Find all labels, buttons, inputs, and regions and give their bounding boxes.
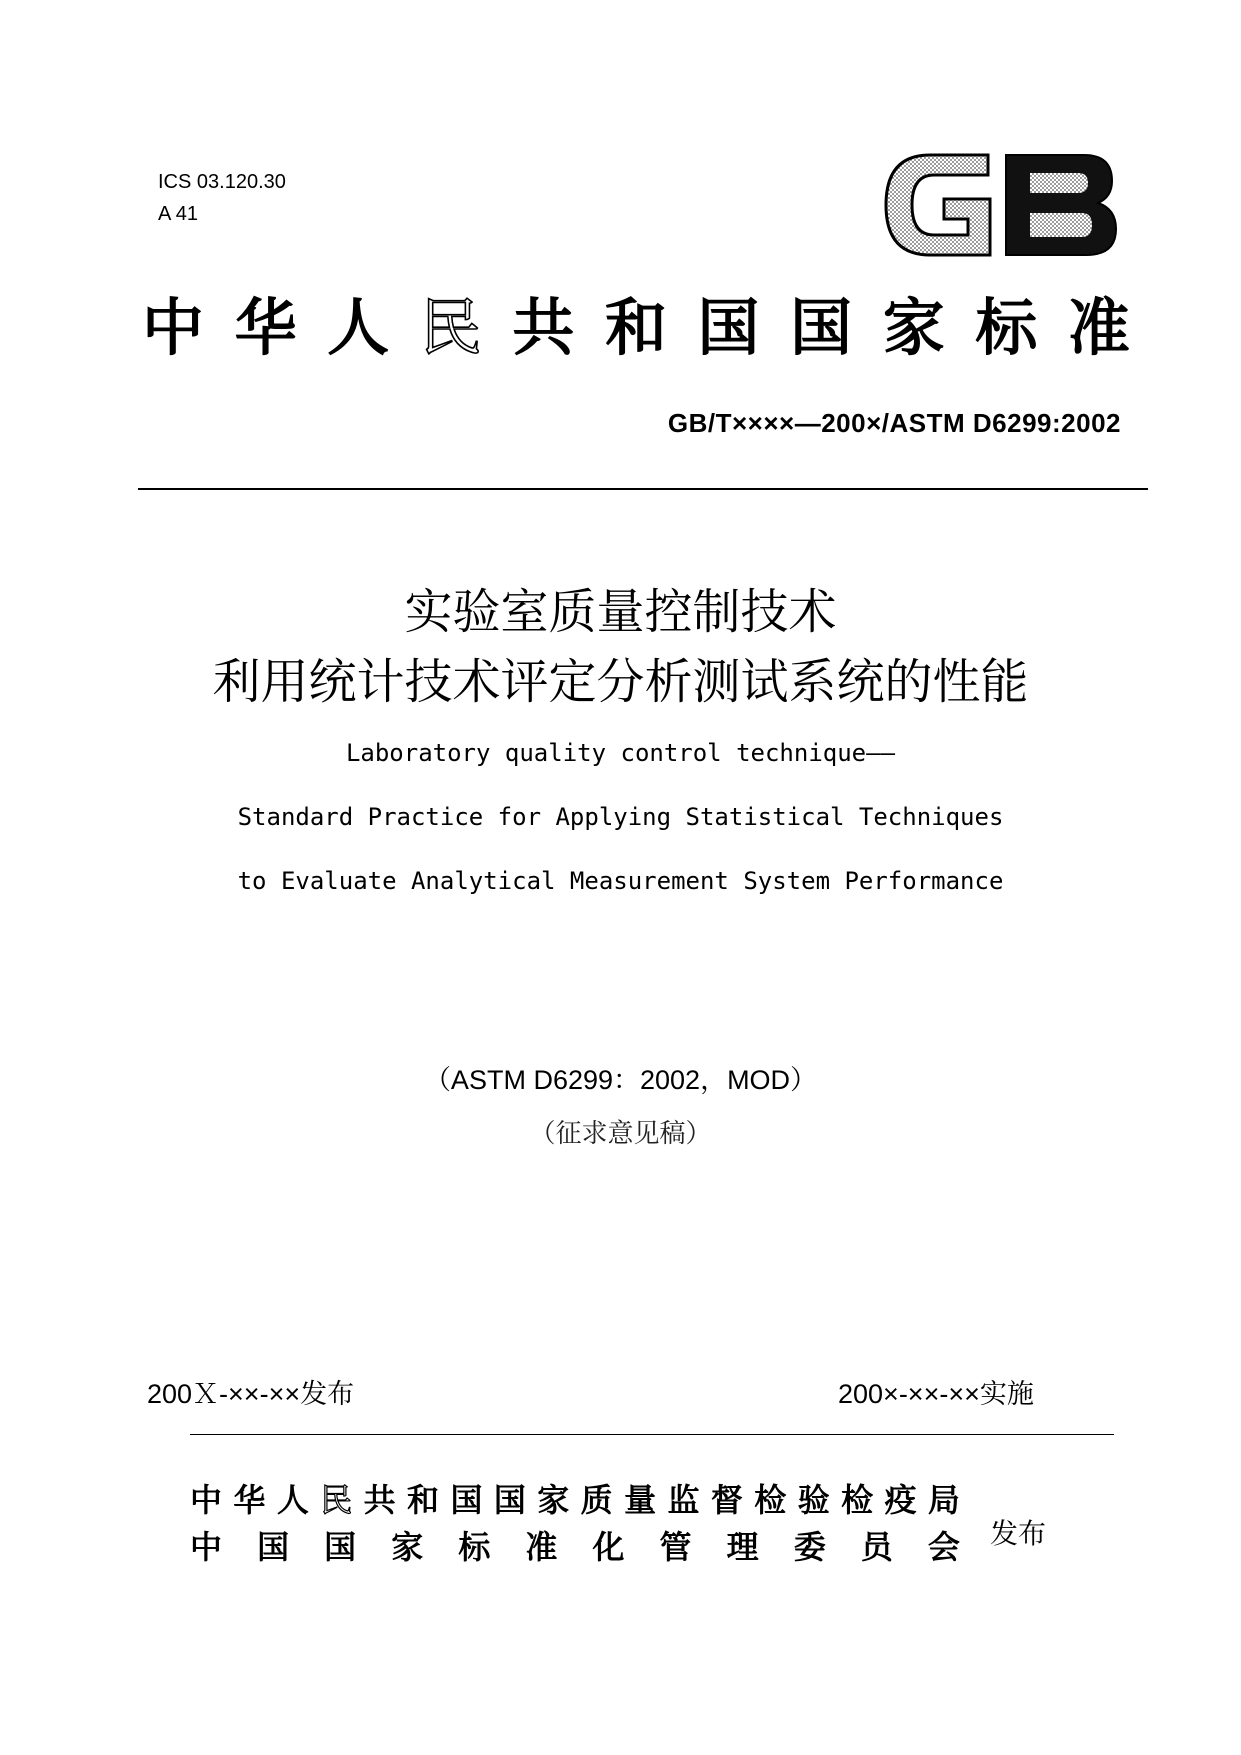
implementation-date: 200×-××-××实施: [838, 1379, 1034, 1409]
issuer-line-1: [190, 1478, 960, 1522]
issuer-char: 验: [797, 1481, 830, 1519]
ccs-code: A 41: [158, 203, 199, 225]
issuer-char: 管: [659, 1528, 692, 1566]
chinese-title-line-2: 利用统计技术评定分析测试系统的性能: [212, 654, 1029, 710]
heading-char: 国: [697, 291, 760, 364]
issuer-char: 准: [525, 1528, 558, 1566]
gb-logo: [880, 130, 1120, 265]
issuer-char: 监: [667, 1481, 700, 1519]
issuer-char: 中: [190, 1481, 223, 1519]
national-standard-heading: [128, 288, 1144, 368]
heading-char: 人: [327, 291, 390, 364]
issuer-char: 标: [458, 1528, 491, 1566]
issuer-char: 家: [391, 1528, 424, 1566]
issuer-char: 民: [320, 1481, 353, 1519]
heading-char: 和: [604, 291, 667, 364]
header-divider: [138, 488, 1148, 490]
issuer-char: 家: [537, 1481, 570, 1519]
footer-divider: [190, 1434, 1114, 1435]
issuer-char: 国: [450, 1481, 483, 1519]
issuer-char: 国: [493, 1481, 526, 1519]
issuer-char: 员: [860, 1528, 893, 1566]
english-title-line-2: Standard Practice for Applying Statistical Techniques: [237, 803, 1004, 831]
issuer-char: 人: [276, 1481, 309, 1519]
english-title-line-1: Laboratory quality control technique——: [345, 739, 896, 767]
issuer-char: 国: [257, 1528, 290, 1566]
issuer-char: 委: [793, 1528, 826, 1566]
issuer-char: 和: [407, 1481, 440, 1519]
issue-action: 发布: [990, 1517, 1047, 1550]
heading-char: 家: [882, 291, 945, 364]
english-title-line-3: to Evaluate Analytical Measurement System Performance: [237, 867, 1004, 895]
heading-char: 国: [790, 291, 853, 364]
issuer-char: 检: [754, 1481, 787, 1519]
issuer-char: 华: [233, 1481, 266, 1519]
issuer-char: 会: [927, 1528, 960, 1566]
publish-date: 200Ｘ-××-××发布: [147, 1379, 355, 1409]
issuer-char: 化: [592, 1528, 625, 1566]
chinese-title-line-1: 实验室质量控制技术: [404, 584, 837, 640]
issuer-char: 量: [624, 1481, 657, 1519]
adoption-note: （ASTM D6299：2002，MOD）: [423, 1065, 818, 1095]
issuer-char: 质: [580, 1481, 613, 1519]
classification-codes: [158, 166, 286, 230]
issuer-char: 督: [710, 1481, 743, 1519]
heading-char: 准: [1067, 291, 1130, 364]
issuer-char: 疫: [884, 1481, 917, 1519]
issuer-char: 局: [927, 1481, 960, 1519]
draft-status: （征求意见稿）: [529, 1119, 712, 1149]
gb-logo-text: GB: [880, 130, 904, 149]
heading-char: 民: [419, 291, 482, 364]
standard-number: GB/T××××—200×/ASTM D6299:2002: [667, 408, 1121, 438]
issuer-line-2: [190, 1525, 960, 1569]
heading-char: 标: [975, 291, 1038, 364]
issuer-char: 中: [190, 1528, 223, 1566]
issuer-char: 检: [841, 1481, 874, 1519]
heading-char: 共: [512, 291, 575, 364]
issuer-char: 共: [363, 1481, 396, 1519]
ics-code: ICS 03.120.30: [158, 171, 286, 193]
issuer-char: 国: [324, 1528, 357, 1566]
heading-char: 中: [141, 291, 204, 364]
issuer-char: 理: [726, 1528, 759, 1566]
heading-char: 华: [234, 291, 297, 364]
